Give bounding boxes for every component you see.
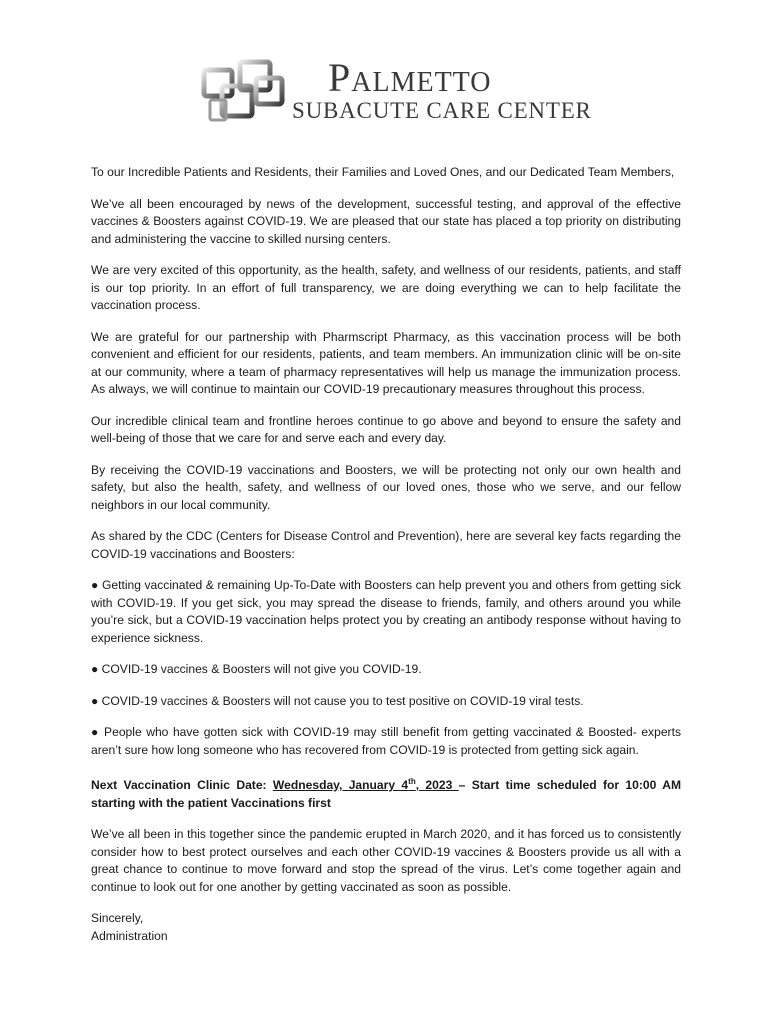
- greeting: To our Incredible Patients and Residents, their Families and Loved Ones, and our Dedicated Team Members,: [91, 165, 675, 179]
- clinic-date-ordinal: th: [408, 777, 416, 786]
- bullet-4: ● People who have gotten sick with COVID-19 may still benefit from getting vaccinated & Boosted- experts aren’t sure how long someone who has recovered from COVID-19 is protected from getting sick again.: [91, 725, 681, 757]
- paragraph-5: By receiving the COVID-19 vaccinations and Boosters, we will be protecting not only our own health and safety, but also the health, safety, and wellness of our loved ones, those who we serve, and our fellow neighbors in our local community.: [91, 462, 681, 512]
- brand-subtitle: SUBACUTE CARE CENTER: [292, 98, 592, 123]
- clinic-date-day: Wednesday, January 4: [272, 778, 409, 793]
- brand-name: Palmetto: [328, 55, 492, 100]
- clinic-date: [273, 778, 459, 792]
- bullet-1: ● Getting vaccinated & remaining Up-To-Date with Boosters can help prevent you and others from getting sick with COVID-19. If you get sick, you may spread the disease to friends, family, and others around you while you’re sick, but a COVID-19 vaccination helps protect you by creating an antibody response without having to experience sickness.: [91, 578, 681, 645]
- clinic-date-year: , 2023: [415, 778, 459, 793]
- clinic-date-line: [91, 773, 681, 812]
- paragraph-6: As shared by the CDC (Centers for Disease Control and Prevention), here are several key facts regarding the COVID-19 vaccinations and Boosters:: [91, 529, 681, 561]
- paragraph-7: We’ve all been in this together since the pandemic erupted in March 2020, and it has forced us to consistently consider how to best protect ourselves and each other COVID-19 vaccines & Boosters provide us all with a great chance to continue to move forward and stop the spread of the virus. Let’s come together again and continue to look out for one another by getting vaccinated as soon as possible.: [91, 827, 681, 894]
- signature: Administration: [91, 928, 168, 943]
- bullet-3: ● COVID-19 vaccines & Boosters will not cause you to test positive on COVID-19 viral tests.: [91, 693, 584, 708]
- clinic-details: – Start time scheduled for 10:00 AM starting with the patient Vaccinations first: [91, 778, 682, 810]
- clinic-label: Next Vaccination Clinic Date:: [91, 778, 273, 793]
- letterhead: [200, 55, 592, 136]
- letter-body: [91, 164, 681, 945]
- interlocking-squares-logo-icon: [200, 56, 290, 128]
- paragraph-4: Our incredible clinical team and frontline heroes continue to go above and beyond to ensure the safety and well-being of those that we care for and serve each and every day.: [91, 413, 681, 445]
- signoff: Sincerely,: [91, 911, 144, 926]
- paragraph-3: We are grateful for our partnership with Pharmscript Pharmacy, as this vaccination process will be both convenient and efficient for our residents, patients, and team members. An immunization clinic will be on-site at our community, where a team of pharmacy representatives will help us manage the immunization process. As always, we will continue to maintain our COVID-19 precautionary measures throughout this process.: [91, 329, 681, 396]
- bullet-2: ● COVID-19 vaccines & Boosters will not give you COVID-19.: [91, 662, 422, 676]
- closing: [91, 910, 681, 945]
- paragraph-2: We are very excited of this opportunity, as the health, safety, and wellness of our residents, patients, and staff is our top priority. In an effort of full transparency, we are doing everything we can to help facilitate the vaccination process.: [91, 263, 681, 312]
- paragraph-1: We’ve all been encouraged by news of the development, successful testing, and approval of the effective vaccines & Boosters against COVID-19. We are pleased that our state has placed a top priority on distributing and administering the vaccine to skilled nursing centers.: [91, 196, 681, 246]
